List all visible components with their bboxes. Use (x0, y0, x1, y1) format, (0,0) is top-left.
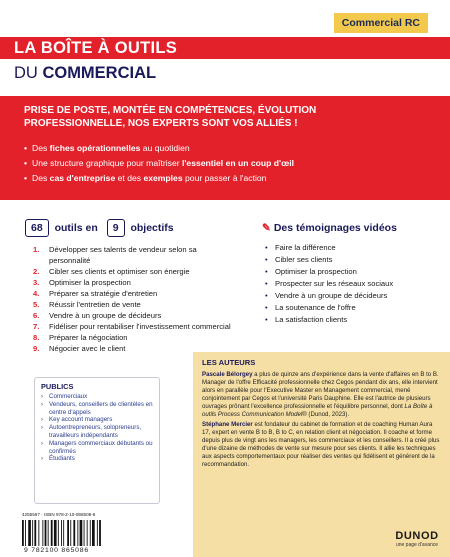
objective-item: 1. Développer ses talents de vendeur selon sa personnalité (33, 245, 197, 265)
chevron-right-icon: › (41, 439, 44, 447)
isbn-label: 4255567 · ISBN 978-2-10-086508-6 (22, 512, 96, 517)
barcode-bar (84, 520, 85, 546)
testimonials-title: Des témoignages vidéos (273, 222, 397, 234)
objective-item: 6. Vendre à un groupe de décideurs (33, 311, 162, 320)
bullet-icon: • (265, 243, 268, 252)
objectives-count: 9 (107, 219, 125, 237)
bullet-bold: fiches opérationnelles (49, 143, 141, 153)
barcode-bar (77, 520, 78, 546)
barcode-bar (22, 520, 24, 546)
barcode-bar (42, 520, 43, 546)
objective-item: 3. Optimiser la prospection (33, 278, 131, 287)
bullet-icon: • (24, 173, 28, 183)
objectives-list (33, 244, 233, 354)
tools-count: 68 (25, 219, 49, 237)
barcode-bar (92, 520, 95, 546)
book-reference: La Boîte à outils Process Communication Model (202, 402, 433, 418)
chevron-right-icon: › (41, 424, 44, 432)
objectives-label: objectifs (130, 222, 174, 234)
barcode-bar (25, 520, 26, 546)
barcode-bar (54, 520, 57, 546)
barcode-bar (58, 520, 59, 546)
bullet-text: Des (32, 143, 50, 153)
barcode-bar (87, 520, 88, 546)
objectives-heading (25, 218, 174, 238)
book-title: LA BOÎTE À OUTILS (14, 39, 178, 57)
bullet-icon: • (265, 315, 268, 324)
testimonials-list (265, 242, 435, 326)
promo-headline-line: PROFESSIONNELLE, NOS EXPERTS SONT VOS ALLIÉS ! (24, 117, 298, 129)
testimonial-item: • La soutenance de l'offre (265, 303, 356, 312)
bullet-icon: • (24, 158, 28, 168)
public-item: › Étudiants (41, 455, 75, 463)
barcode-bar (34, 520, 36, 546)
barcode-bar (90, 520, 91, 546)
testimonial-item: • Optimiser la prospection (265, 267, 357, 276)
chevron-right-icon: › (41, 400, 44, 408)
promo-panel (0, 96, 450, 200)
promo-headline (24, 105, 434, 130)
bullet-icon: • (265, 255, 268, 264)
promo-bullet (24, 141, 434, 156)
promo-bullets (24, 141, 434, 186)
video-pin-icon: ✎ (262, 222, 271, 234)
publisher-logo (394, 530, 440, 552)
publics-list (41, 393, 153, 463)
public-item: › Vendeurs, conseillers de clientèles en centre d'appels (41, 400, 153, 416)
chevron-right-icon: › (41, 393, 44, 400)
objective-item: 8. Préparer la négociation (33, 333, 128, 342)
objective-item: 5. Réussir l'entretien de vente (33, 300, 141, 309)
public-item: › Commerciaux (41, 393, 88, 400)
chevron-right-icon: › (41, 455, 44, 463)
bullet-text: Une structure graphique pour maîtriser (32, 158, 182, 168)
bullet-bold: exemples (143, 173, 183, 183)
promo-headline-line: PRISE DE POSTE, MONTÉE EN COMPÉTENCES, ÉVOLUTION (24, 105, 317, 116)
public-item: › Key account managers (41, 416, 113, 424)
subtitle-bold: COMMERCIAL (42, 64, 157, 82)
promo-bullet (24, 156, 434, 171)
testimonial-item: • Cibler ses clients (265, 255, 333, 264)
objective-item: 4. Préparer sa stratégie d'entretien (33, 289, 158, 298)
public-item: › Autoentrepreneurs, solopreneurs, travailleurs indépendants (41, 424, 142, 439)
testimonial-item: • Prospecter sur les réseaux sociaux (265, 279, 394, 288)
authors-title: LES AUTEURS (202, 358, 256, 367)
barcode-bar (73, 520, 75, 546)
subtitle-prefix: DU (14, 64, 38, 82)
tools-label: outils en (54, 222, 98, 234)
barcode-bar (45, 520, 47, 546)
barcode-bar (80, 520, 83, 546)
chevron-right-icon: › (41, 416, 44, 424)
bullet-text: Des (32, 173, 50, 183)
barcode-bar (48, 520, 49, 546)
barcode-bar (28, 520, 31, 546)
objective-item: 9. Négocier avec le client (33, 344, 126, 353)
bullet-text: pour passer à l'action (182, 173, 267, 183)
barcode-bar (51, 520, 53, 546)
bullet-icon: • (265, 267, 268, 276)
bullet-text: et des (115, 173, 144, 183)
barcode-bar (32, 520, 33, 546)
testimonial-item: • Vendre à un groupe de décideurs (265, 291, 388, 300)
objective-item: 2. Cibler ses clients et optimiser son énergie (33, 267, 190, 276)
bullet-bold: cas d'entreprise (49, 173, 116, 183)
bullet-bold: l'essentiel en un coup d'œil (181, 158, 294, 168)
author-name: Pascale Bélorgey (202, 371, 253, 378)
barcode-bar (61, 520, 62, 546)
promo-bullet (24, 171, 434, 186)
barcode-icon (20, 520, 116, 550)
objective-item: 7. Fidéliser pour rentabiliser l'investissement commercial (33, 322, 231, 331)
barcode-bar (38, 520, 39, 546)
barcode-digits: 9 782100 865086 (24, 547, 89, 554)
barcode-bar (97, 520, 98, 546)
barcode-bar (99, 520, 101, 546)
author-bio: Stéphane Mercier est fondateur du cabinet de formation et de coaching Human Aura 17, expert en vente B to B, B to C, en relation client et négociation. Il coache et forme depuis plus de vingt ans les managers, les commerciaux et les conseillers. Il a créé plus d'une dizaine de méthodes de vente sur mesure pour ses clients. Il allie les techniques aux aspects comportementaux pour réaliser des ventes qui fidélisent et génèrent de la recommandation. (202, 421, 440, 468)
barcode-bar (63, 520, 64, 546)
author-name: Stéphane Mercier (202, 421, 253, 429)
barcode-bar (67, 520, 69, 546)
publisher-name: DUNOD (395, 530, 439, 542)
barcode-bar (70, 520, 71, 546)
bullet-icon: • (265, 291, 268, 300)
testimonial-item: • Faire la différence (265, 243, 336, 252)
authors-panel (193, 352, 450, 557)
bullet-icon: • (265, 303, 268, 312)
testimonial-item: • La satisfaction clients (265, 315, 348, 324)
book-subtitle (14, 62, 156, 84)
author-bio: Pascale Bélorgey a plus de quinze ans d'expérience dans la vente d'affaires en B to B. Manager de l'offre Efficacité professionnelle chez Cegos pendant dix ans, elle intervient alors en parallèle pour l'Executive Master en Management commercial, mené conjointement par Cegos et l'université Paris Dauphine. Elle est l'autrice de plusieurs ouvrages prônant l'excellence professionnelle et l'équilibre personnel, dont La Boîte à outils Process Communication Model® (Dunod, 2023). (202, 371, 439, 418)
publics-title: PUBLICS (41, 382, 74, 391)
publisher-tagline: une page d'avance (395, 542, 439, 548)
bullet-icon: • (24, 143, 28, 153)
public-item: › Managers commerciaux débutants ou confirmés (41, 439, 153, 455)
series-tag: Commercial RC (334, 13, 428, 33)
bullet-text: au quotidien (140, 143, 190, 153)
bullet-icon: • (265, 279, 268, 288)
testimonials-heading (262, 220, 397, 236)
publics-box (34, 377, 160, 504)
